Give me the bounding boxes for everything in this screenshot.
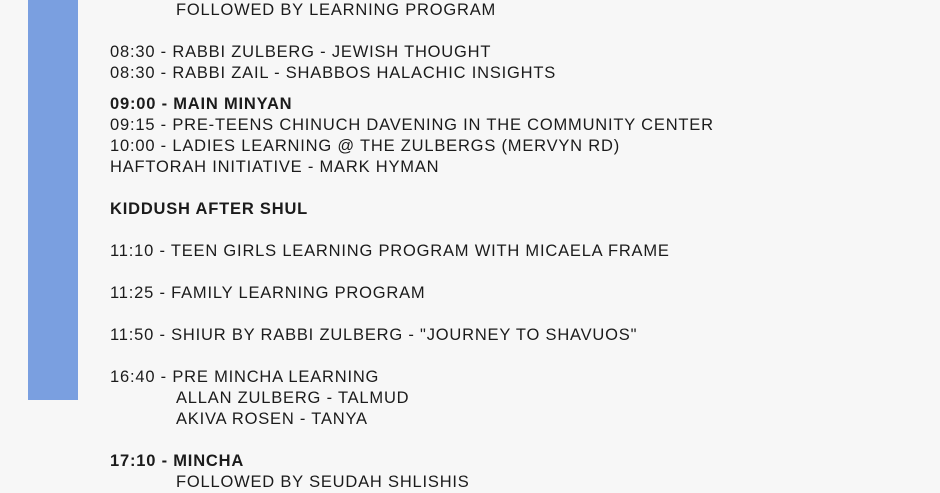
schedule-line: 11:50 - SHIUR BY RABBI ZULBERG - "JOURNEY TO SHAVUOS" <box>110 326 638 344</box>
left-margin <box>0 0 28 400</box>
schedule-line-mincha: 17:10 - MINCHA <box>110 452 245 470</box>
schedule-line: FOLLOWED BY LEARNING PROGRAM <box>176 1 497 19</box>
schedule-line-main-minyan: 09:00 - MAIN MINYAN <box>110 95 293 113</box>
schedule-line: AKIVA ROSEN - TANYA <box>176 410 368 428</box>
spacer <box>110 262 940 283</box>
spacer <box>110 84 940 94</box>
schedule-line: 11:25 - FAMILY LEARNING PROGRAM <box>110 284 426 302</box>
spacer <box>110 346 940 367</box>
schedule-line: 11:10 - TEEN GIRLS LEARNING PROGRAM WITH MICAELA FRAME <box>110 242 670 260</box>
schedule-line: 10:00 - LADIES LEARNING @ THE ZULBERGS (MERVYN RD) <box>110 137 621 155</box>
schedule-line: HAFTORAH INITIATIVE - MARK HYMAN <box>110 158 440 176</box>
schedule-line: 09:15 - PRE-TEENS CHINUCH DAVENING IN THE COMMUNITY CENTER <box>110 116 714 134</box>
spacer <box>110 304 940 325</box>
spacer <box>110 21 940 42</box>
schedule-line: 16:40 - PRE MINCHA LEARNING <box>110 368 380 386</box>
schedule-line: 08:30 - RABBI ZAIL - SHABBOS HALACHIC INSIGHTS <box>110 64 557 82</box>
schedule-line-kiddush: KIDDUSH AFTER SHUL <box>110 200 309 218</box>
spacer <box>110 220 940 241</box>
spacer <box>110 178 940 199</box>
schedule-line: 08:30 - RABBI ZULBERG - JEWISH THOUGHT <box>110 43 492 61</box>
schedule-content <box>110 0 940 491</box>
spacer <box>110 430 940 451</box>
decorative-accent-bar <box>28 0 78 400</box>
schedule-line: ALLAN ZULBERG - TALMUD <box>176 389 410 407</box>
schedule-line: FOLLOWED BY SEUDAH SHLISHIS <box>176 473 470 491</box>
